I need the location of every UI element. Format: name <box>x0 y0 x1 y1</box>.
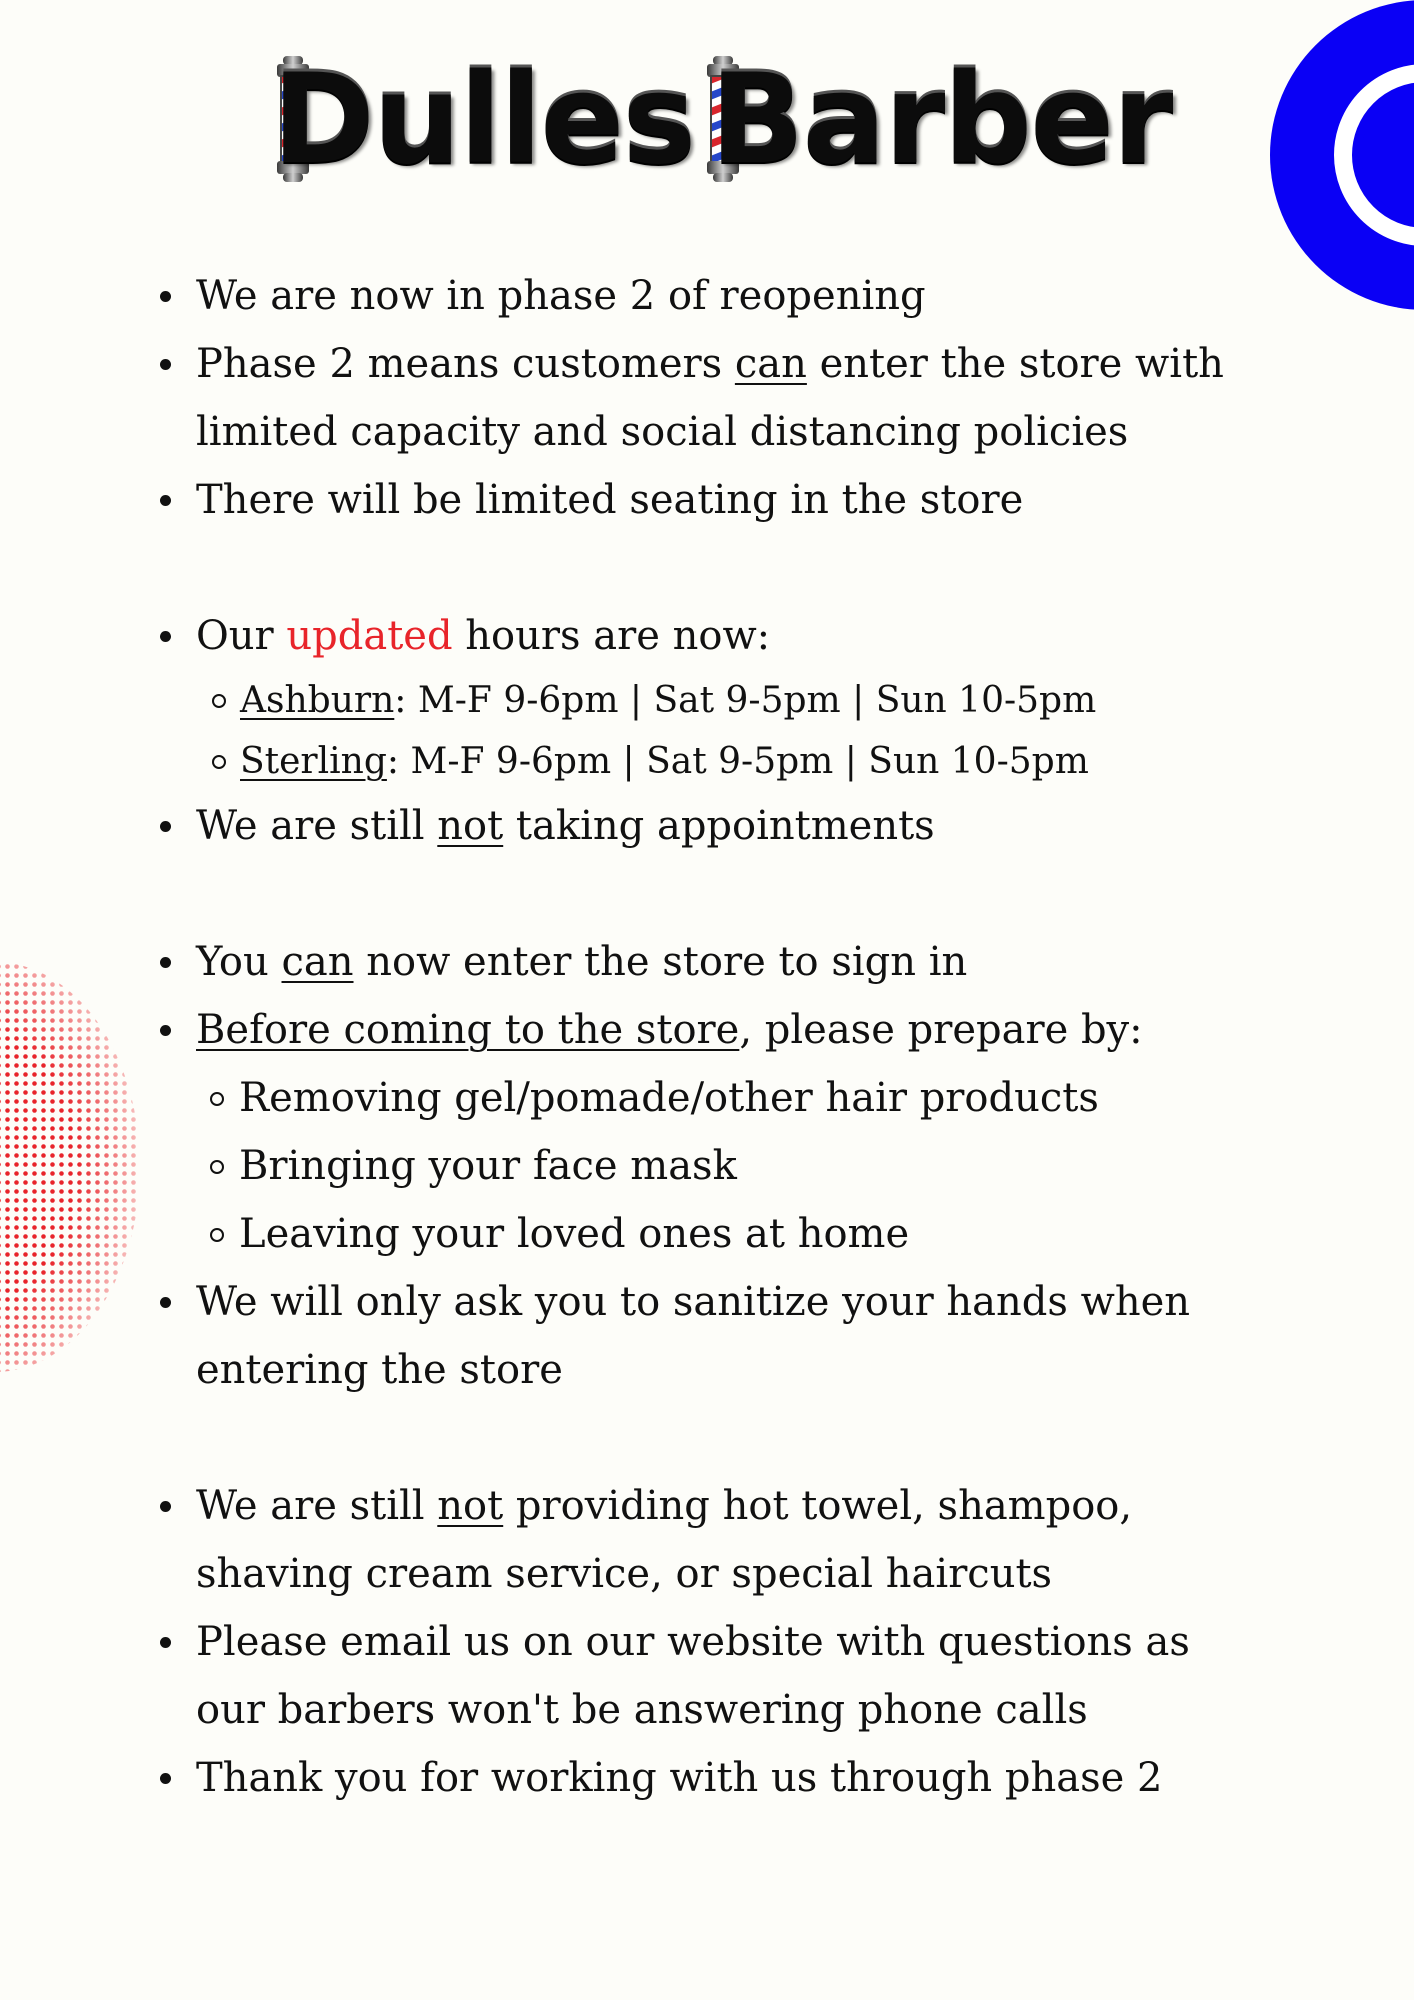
hours-list-wrapper <box>160 670 1280 792</box>
list-item: There will be limited seating in the store <box>160 466 1280 534</box>
red-dots-decoration <box>0 962 140 1372</box>
hours-list <box>160 670 1280 792</box>
section-hours <box>160 602 1280 860</box>
hours-ashburn: Ashburn: M-F 9-6pm | Sat 9-5pm | Sun 10-5pm <box>160 670 1280 731</box>
hours-sterling: Sterling: M-F 9-6pm | Sat 9-5pm | Sun 10-5pm <box>160 731 1280 792</box>
list-item-continuation: limited capacity and social distancing policies <box>196 409 1129 455</box>
list-item: Please email us on our website with questions as <box>160 1608 1280 1676</box>
prepare-item: Removing gel/pomade/other hair products <box>160 1064 1280 1132</box>
notice-content <box>160 262 1280 1812</box>
blue-ring-decoration <box>1270 0 1414 310</box>
logo <box>262 48 1172 192</box>
list-item: We are still not taking appointments <box>160 792 1280 860</box>
list-item: Before coming to the store, please prepare by: <box>160 996 1280 1064</box>
list-item: Thank you for working with us through phase 2 <box>160 1744 1280 1812</box>
logo-word-barber: Barber <box>710 48 1172 192</box>
list-item: Phase 2 means customers can enter the store with <box>160 330 1280 398</box>
list-item-continuation: entering the store <box>196 1347 563 1393</box>
prepare-list <box>160 1064 1280 1268</box>
prepare-item: Bringing your face mask <box>160 1132 1280 1200</box>
logo-word-dulles: Dulles <box>272 48 695 192</box>
updated-highlight: updated <box>286 613 453 659</box>
list-item-continuation: shaving cream service, or special haircuts <box>196 1551 1053 1597</box>
list-item-continuation: our barbers won't be answering phone calls <box>196 1687 1088 1733</box>
section-services <box>160 1472 1280 1812</box>
prepare-item: Leaving your loved ones at home <box>160 1200 1280 1268</box>
section-visit <box>160 928 1280 1404</box>
list-item: We are now in phase 2 of reopening <box>160 262 1280 330</box>
list-item: You can now enter the store to sign in <box>160 928 1280 996</box>
prepare-list-wrapper <box>160 1064 1280 1268</box>
list-item: We will only ask you to sanitize your hands when <box>160 1268 1280 1336</box>
list-item-hours-intro: Our updated hours are now: <box>160 602 1280 670</box>
list-item: We are still not providing hot towel, shampoo, <box>160 1472 1280 1540</box>
section-reopening <box>160 262 1280 534</box>
